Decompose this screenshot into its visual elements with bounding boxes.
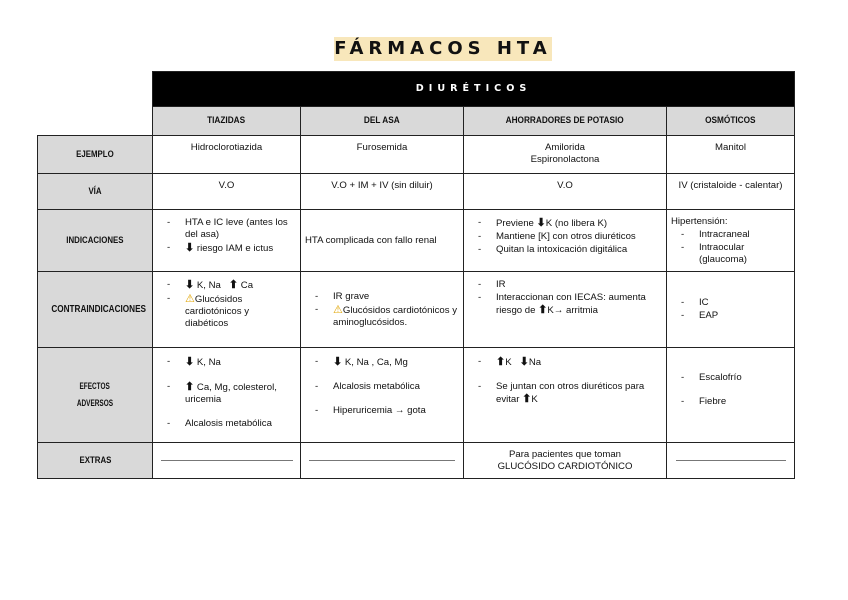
row-header-via: VÍA xyxy=(38,174,153,210)
cell-efectos-osmoticos xyxy=(667,348,795,443)
cell-extras-ahorradores: Para pacientes que toman GLUCÓSIDO CARDIOTÓNICO xyxy=(464,443,667,479)
list-item: - ⬇ K, Na , Ca, Mg xyxy=(315,356,457,369)
list-item: - Mantiene [K] con otros diuréticos xyxy=(478,231,660,243)
list-item: - Hiperuricemia → gota xyxy=(315,405,457,417)
arrow-up-icon: ⬆ xyxy=(228,279,239,291)
cell-ejemplo-osmoticos: Manitol xyxy=(667,136,795,174)
list-item: - Se juntan con otros diuréticos para evitar ⬆K xyxy=(478,381,660,406)
row-header-contraindicaciones: CONTRAINDICACIONES xyxy=(38,272,153,348)
cell-efectos-tiazidas xyxy=(153,348,301,443)
cell-efectos-asa xyxy=(301,348,464,443)
cell-contraindicaciones-tiazidas xyxy=(153,272,301,348)
cell-ejemplo-asa: Furosemida xyxy=(301,136,464,174)
column-header-row xyxy=(38,107,795,136)
cell-efectos-ahorradores xyxy=(464,348,667,443)
row-ejemplo xyxy=(38,136,795,174)
cell-contraindicaciones-ahorradores xyxy=(464,272,667,348)
cell-extras-osmoticos xyxy=(667,443,795,479)
col-header-tiazidas: TIAZIDAS xyxy=(153,107,301,136)
row-header-ejemplo: EJEMPLO xyxy=(38,136,153,174)
cell-indicaciones-ahorradores xyxy=(464,210,667,272)
list-item: - ⬇ riesgo IAM e ictus xyxy=(167,242,294,255)
list-item: - IR grave xyxy=(315,291,457,303)
cell-extras-tiazidas xyxy=(153,443,301,479)
warning-icon: ⚠ xyxy=(333,303,343,316)
list-item: - Alcalosis metabólica xyxy=(167,418,294,430)
list-item: - Intraocular (glaucoma) xyxy=(681,242,788,266)
row-extras xyxy=(38,443,795,479)
list-item: - Previene ⬇K (no libera K) xyxy=(478,217,660,230)
list-item: - ⬆ Ca, Mg, colesterol, uricemia xyxy=(167,381,294,406)
list-item: - ⚠Glucósidos cardiotónicos y diabéticos xyxy=(167,293,294,330)
row-header-extras: EXTRAS xyxy=(38,443,153,479)
cell-via-asa: V.O + IM + IV (sin diluir) xyxy=(301,174,464,210)
arrow-down-icon: ⬇ xyxy=(536,217,546,229)
arrow-up-icon: ⬆ xyxy=(496,356,506,368)
row-via xyxy=(38,174,795,210)
cell-via-tiazidas: V.O xyxy=(153,174,301,210)
cell-extras-asa xyxy=(301,443,464,479)
group-header-diureticos: DIURÉTICOS xyxy=(153,72,795,107)
list-item: - HTA e IC leve (antes los del asa) xyxy=(167,217,294,241)
list-item: - ⬇ K, Na ⬆ Ca xyxy=(167,279,294,292)
cell-via-osmoticos: IV (cristaloide - calentar) xyxy=(667,174,795,210)
list-item: - Quitan la intoxicación digitálica xyxy=(478,244,660,256)
arrow-down-icon: ⬇ xyxy=(333,356,343,368)
arrow-down-icon: ⬇ xyxy=(185,279,195,291)
list-item: - IC xyxy=(681,297,788,309)
arrow-down-icon: ⬇ xyxy=(185,356,195,368)
blank-line xyxy=(309,460,455,461)
corner-blank xyxy=(38,72,153,107)
row-efectos-adversos xyxy=(38,348,795,443)
row-indicaciones xyxy=(38,210,795,272)
arrow-up-icon: ⬆ xyxy=(538,304,548,316)
cell-indicaciones-tiazidas xyxy=(153,210,301,272)
col-header-ahorradores: AHORRADORES DE POTASIO xyxy=(464,107,667,136)
blank-line xyxy=(161,460,293,461)
list-item: - IR xyxy=(478,279,660,291)
group-header-row xyxy=(38,72,795,107)
cell-ejemplo-ahorradores: Amilorida Espironolactona xyxy=(464,136,667,174)
blank-line xyxy=(676,460,786,461)
list-item: - EAP xyxy=(681,310,788,322)
list-item: - Escalofrío xyxy=(681,372,788,384)
diureticos-table xyxy=(37,71,795,479)
list-item: - Intracraneal xyxy=(681,229,788,241)
corner-blank-2 xyxy=(38,107,153,136)
arrow-down-icon: ⬇ xyxy=(185,242,195,254)
col-header-osmoticos: OSMÓTICOS xyxy=(667,107,795,136)
warning-icon: ⚠ xyxy=(185,293,195,305)
list-item: - Fiebre xyxy=(681,396,788,408)
row-header-indicaciones: INDICACIONES xyxy=(38,210,153,272)
col-header-del-asa: DEL ASA xyxy=(301,107,464,136)
cell-indicaciones-osmoticos: Hipertensión: - Intracraneal - Intraocular (glaucoma) xyxy=(667,210,795,272)
page-title: FÁRMACOS HTA xyxy=(334,38,552,59)
row-header-efectos-adversos: EFECTOS ADVERSOS xyxy=(38,348,153,443)
list-item: - ⬆K ⬇Na xyxy=(478,356,660,369)
row-contraindicaciones xyxy=(38,272,795,348)
arrow-down-icon: ⬇ xyxy=(519,356,529,368)
arrow-up-icon: ⬆ xyxy=(522,393,532,405)
cell-indicaciones-asa: HTA complicada con fallo renal xyxy=(301,210,464,272)
cell-ejemplo-tiazidas: Hidroclorotiazida xyxy=(153,136,301,174)
list-item: - ⬇ K, Na xyxy=(167,356,294,369)
list-item: - Alcalosis metabólica xyxy=(315,381,457,393)
cell-contraindicaciones-osmoticos xyxy=(667,272,795,348)
arrow-up-icon: ⬆ xyxy=(185,381,195,393)
list-item: - ⚠Glucósidos cardiotónicos y aminoglucósidos. xyxy=(315,304,457,329)
cell-via-ahorradores: V.O xyxy=(464,174,667,210)
list-item: - Interaccionan con IECAS: aumenta riesgo de ⬆K→ arritmia xyxy=(478,292,660,317)
cell-contraindicaciones-asa xyxy=(301,272,464,348)
